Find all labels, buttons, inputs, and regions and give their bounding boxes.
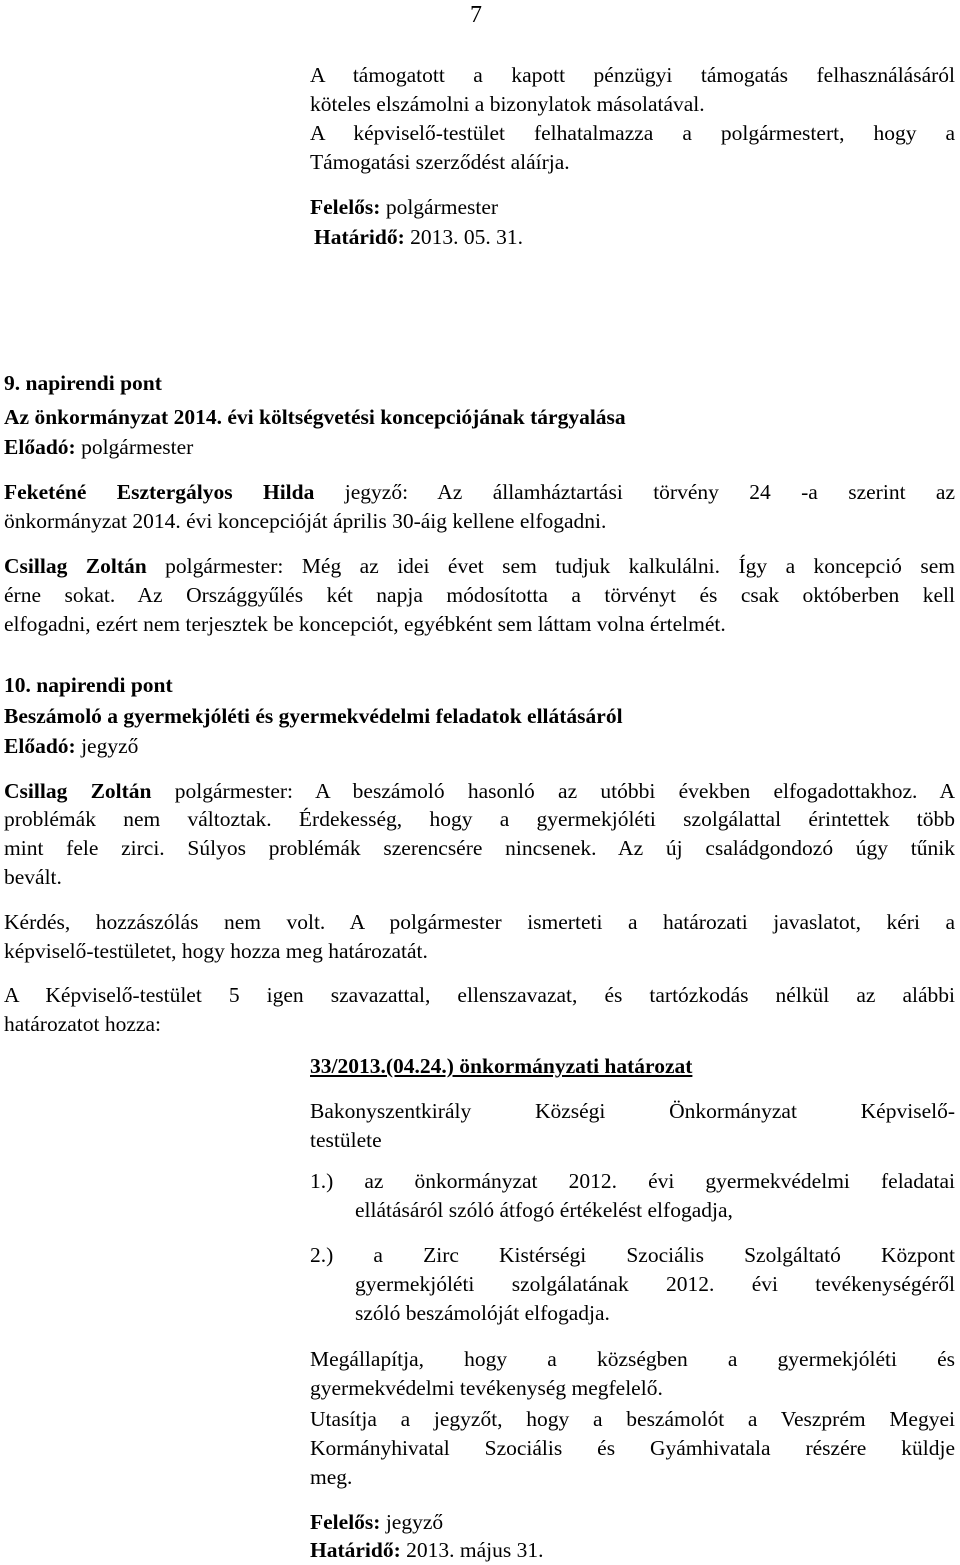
text-line: meg. [310, 1465, 353, 1489]
resolution-item: 2.) a Zirc Kistérségi Szociális Szolgáltató Központ [310, 1243, 955, 1267]
presenter-line [4, 732, 138, 760]
presenter-value: polgármester [75, 435, 194, 459]
deadline-line [314, 223, 523, 251]
presenter-label: Előadó: [4, 435, 76, 459]
text-line: köteles elszámolni a bizonylatok másolatával. [310, 92, 705, 116]
text-line: problémák nem változtak. Érdekesség, hogy a gyermekjóléti szolgálattal érintettek több [4, 807, 955, 831]
agenda-title: Az önkormányzat 2014. évi költségvetési koncepciójának tárgyalása [4, 405, 626, 429]
deadline-value: 2013. 05. 31. [404, 225, 524, 249]
speaker-paragraph: Feketéné Esztergályos Hilda jegyző: Az államháztartási törvény 24 -a szerint az [4, 480, 956, 504]
responsible-label: Felelős: [310, 195, 381, 219]
agenda-heading: 10. napirendi pont [4, 673, 173, 697]
speaker-paragraph: Csillag Zoltán polgármester: Még az idei évet sem tudjuk kalkulálni. Így a koncepció sem [4, 554, 955, 578]
resolution-title: 33/2013.(04.24.) önkormányzati határozat [310, 1054, 693, 1078]
text-line: Utasítja a jegyzőt, hogy a beszámolót a Veszprém Megyei [310, 1407, 955, 1431]
text-line: Támogatási szerződést aláírja. [310, 150, 570, 174]
text-line: A Képviselő-testület 5 igen szavazattal, ellenszavazat, és tartózkodás nélkül az alábbi [4, 983, 955, 1007]
presenter-line [4, 433, 193, 461]
resolution-item: 1.) az önkormányzat 2012. évi gyermekvédelmi feladatai [310, 1169, 955, 1193]
text-line: ellátásáról szóló átfogó értékelést elfogadja, [355, 1198, 733, 1222]
deadline-line [310, 1536, 544, 1564]
text-line: Kérdés, hozzászólás nem volt. A polgármester ismerteti a határozati javaslatot, kéri a [4, 910, 955, 934]
speaker-paragraph: Csillag Zoltán polgármester: A beszámoló hasonló az utóbbi években elfogadottakhoz. A [4, 779, 955, 803]
responsible-line [310, 1508, 443, 1536]
text-line: mint fele zirci. Súlyos problémák szerencsére nincsenek. Az új családgondozó úgy tűnik [4, 836, 955, 860]
responsible-value: jegyző [380, 1510, 444, 1534]
responsible-label: Felelős: [310, 1510, 381, 1534]
speaker-name: Csillag Zoltán [4, 554, 147, 578]
presenter-label: Előadó: [4, 734, 76, 758]
speaker-name: Csillag Zoltán [4, 779, 152, 803]
text-line: elfogadni, ezért nem terjesztek be koncepciót, egyébként sem láttam volna értelmét. [4, 612, 726, 636]
speaker-name: Feketéné Esztergályos Hilda [4, 480, 315, 504]
text-line: A képviselő-testület felhatalmazza a polgármestert, hogy a [310, 121, 955, 145]
text-line: Bakonyszentkirály Községi Önkormányzat Képviselő- [310, 1099, 955, 1123]
text-line: A támogatott a kapott pénzügyi támogatás felhasználásáról [310, 63, 955, 87]
text-line: gyermekvédelmi tevékenység megfelelő. [310, 1376, 663, 1400]
text-line: határozatot hozza: [4, 1012, 161, 1036]
text-line: Megállapítja, hogy a községben a gyermekjóléti és [310, 1347, 955, 1371]
text-line: érne sokat. Az Országgyűlés két napja módosította a törvényt és csak októberben kell [4, 583, 955, 607]
presenter-value: jegyző [75, 734, 139, 758]
deadline-value: 2013. május 31. [400, 1538, 544, 1562]
responsible-value: polgármester [380, 195, 499, 219]
agenda-heading: 9. napirendi pont [4, 371, 162, 395]
deadline-label: Határidő: [314, 225, 405, 249]
agenda-title: Beszámoló a gyermekjóléti és gyermekvédelmi feladatok ellátásáról [4, 704, 623, 728]
text-line: önkormányzat 2014. évi koncepcióját április 30-áig kellene elfogadni. [4, 509, 607, 533]
text-line: szóló beszámolóját elfogadja. [355, 1301, 610, 1325]
deadline-label: Határidő: [310, 1538, 401, 1562]
text-line: testülete [310, 1128, 382, 1152]
text-line: gyermekjóléti szolgálatának 2012. évi tevékenységéről [355, 1272, 955, 1296]
responsible-line [310, 193, 498, 221]
text-line: bevált. [4, 865, 62, 889]
page-number: 7 [470, 2, 482, 28]
text-line: képviselő-testületet, hogy hozza meg határozatát. [4, 939, 428, 963]
text-line: Kormányhivatal Szociális és Gyámhivatala részére küldje [310, 1436, 955, 1460]
